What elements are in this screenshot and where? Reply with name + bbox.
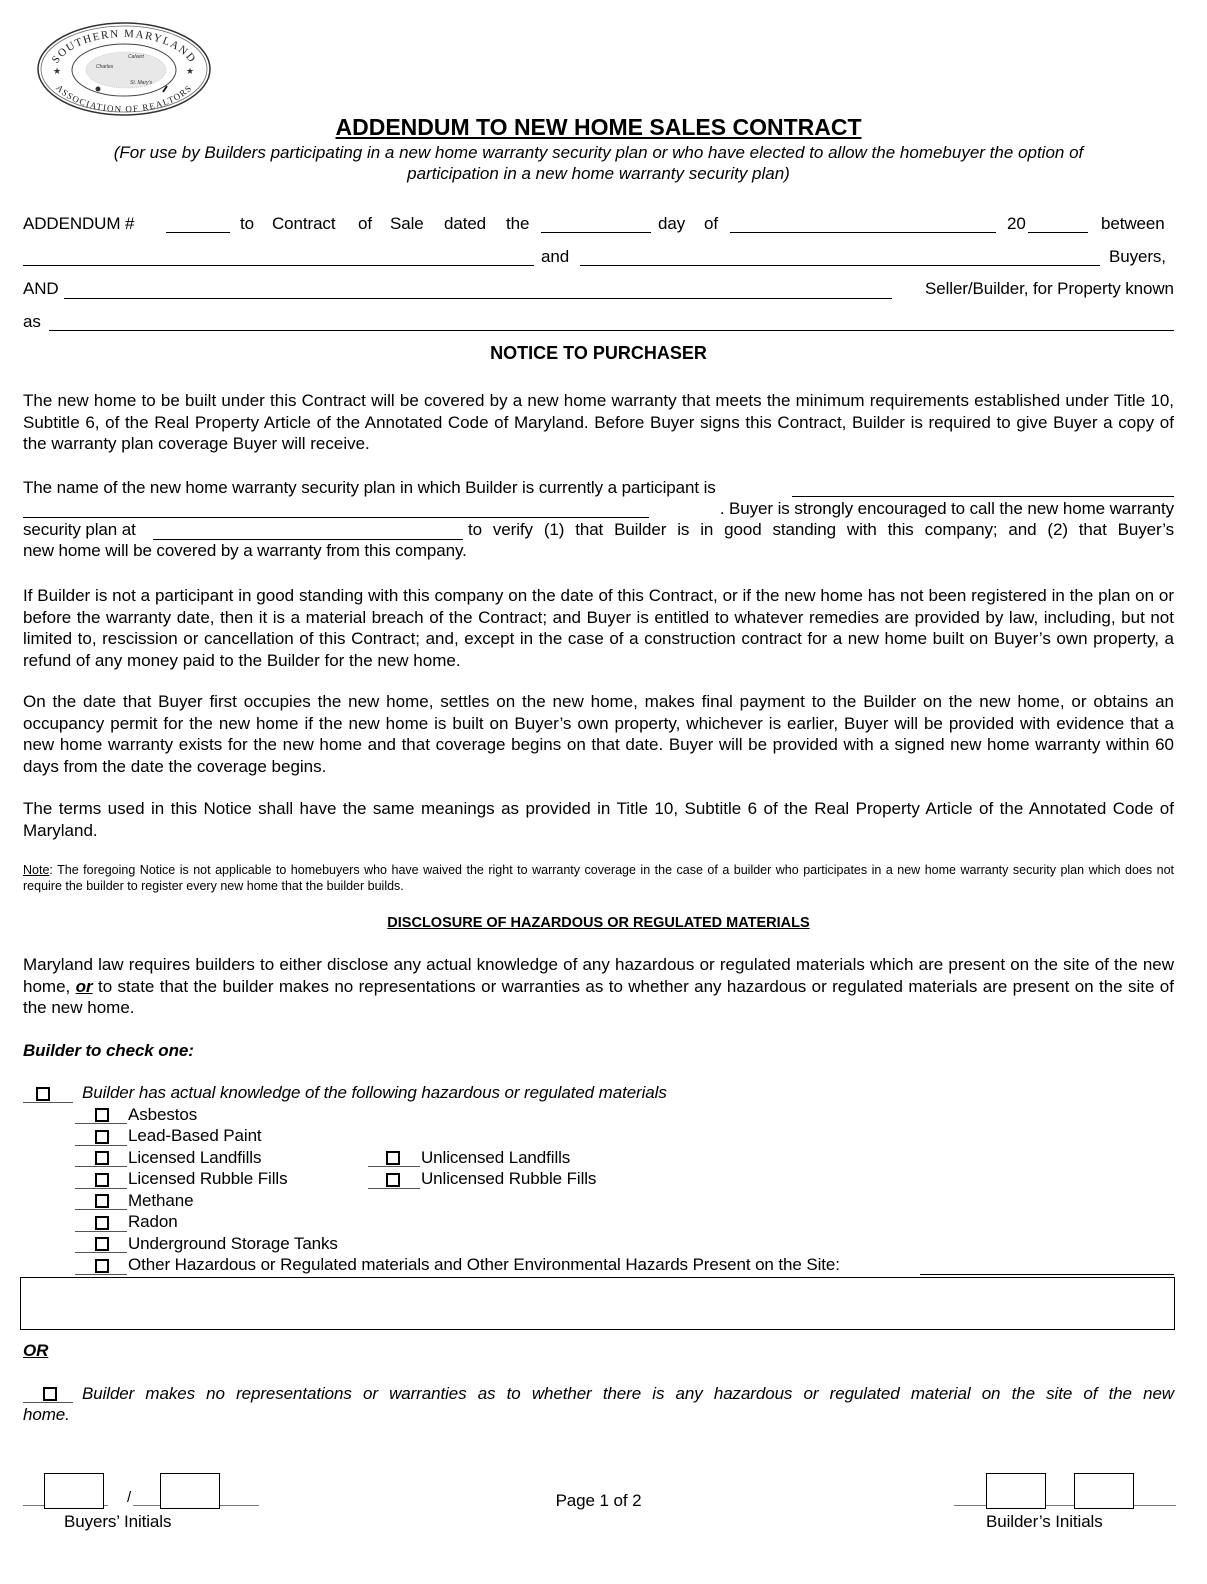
addendum-number-field[interactable]	[166, 232, 230, 233]
asbestos-checkbox[interactable]	[95, 1108, 109, 1122]
checkbox-underline	[75, 1188, 127, 1189]
property-address-field[interactable]	[49, 330, 1174, 331]
label-to: to	[240, 214, 254, 233]
option2-label-line2: home.	[23, 1405, 70, 1424]
checkbox-underline	[75, 1231, 127, 1232]
label-sale: Sale	[390, 214, 424, 233]
material-label: Licensed Landfills	[128, 1148, 262, 1167]
radon-checkbox[interactable]	[95, 1216, 109, 1230]
notice-plan-line-1: The name of the new home warranty security plan in which Builder is currently a participant is	[23, 478, 716, 497]
option2-checkbox[interactable]	[43, 1387, 57, 1401]
buyer-2-name-field[interactable]	[580, 265, 1100, 266]
checkbox-underline	[368, 1166, 420, 1167]
material-label: Asbestos	[128, 1105, 198, 1124]
material-label: Other Hazardous or Regulated materials and Other Environmental Hazards Present on the Site:	[128, 1255, 840, 1274]
contract-year-field[interactable]	[1028, 232, 1088, 233]
material-label: Underground Storage Tanks	[128, 1234, 338, 1253]
document-title: ADDENDUM TO NEW HOME SALES CONTRACT	[335, 114, 862, 140]
option1-label: Builder has actual knowledge of the following hazardous or regulated materials	[82, 1083, 667, 1102]
licensed-rubble-fills-checkbox[interactable]	[95, 1173, 109, 1187]
warranty-plan-name-field[interactable]	[792, 496, 1174, 497]
label-and: and	[541, 247, 570, 266]
seller-builder-name-field[interactable]	[64, 298, 892, 299]
checkbox-underline	[75, 1274, 127, 1275]
disclosure-or-emphasis: or	[75, 976, 93, 996]
note-text: : The foregoing Notice is not applicable to homebuyers who have waived the right to warranty coverage in the case of a builder who participates in a new home warranty security plan which does not require the builder to register every new home that the builder builds.	[23, 863, 1174, 893]
methane-checkbox[interactable]	[95, 1194, 109, 1208]
buyer-1-name-field[interactable]	[23, 265, 534, 266]
or-label: OR	[23, 1341, 49, 1360]
builder-2-initials-box[interactable]	[1074, 1473, 1134, 1509]
document-subtitle	[23, 142, 1174, 184]
svg-text:★: ★	[53, 66, 62, 76]
notice-paragraph-4: On the date that Buyer first occupies the new home, settles on the new home, makes final payment to the Builder on the new home, or obtains an occupancy permit for the new home if the new home is built on Buyer’s own property, whichever is earlier, Buyer will be provided with evidence that a new home warranty exists for the new home and that coverage begins on that date. Buyer will be provided with a signed new home warranty within 60 days from the date the coverage begins.	[23, 692, 1174, 776]
unlicensed-rubble-fills-checkbox[interactable]	[386, 1173, 400, 1187]
checkbox-underline	[75, 1166, 127, 1167]
svg-text:Charles: Charles	[96, 64, 114, 70]
builder-1-initials-box[interactable]	[986, 1473, 1046, 1509]
checkbox-underline	[75, 1145, 127, 1146]
checkbox-underline	[75, 1252, 127, 1253]
svg-text:SOUTHERN MARYLAND: SOUTHERN MARYLAND	[49, 27, 199, 66]
subtitle-line-2: participation in a new home warranty security plan)	[407, 164, 790, 183]
notice-paragraph-3: If Builder is not a participant in good standing with this company on the date of this Contract, or if the new home has not been registered in the plan on or before the warranty date, then it is a material breach of the Contract; and Buyer is entitled to whatever remedies are provided by law, including, but not limited to, rescission or cancellation of this Contract; and, except in the case of a construction contract for a new home built on Buyer’s own property, a refund of any money paid to the Builder for the new home.	[23, 586, 1174, 670]
notice-plan-line-4: new home will be covered by a warranty from this company.	[23, 541, 467, 560]
material-label: Unlicensed Landfills	[421, 1148, 571, 1167]
initials-separator: /	[127, 1489, 132, 1506]
material-label: Licensed Rubble Fills	[128, 1169, 288, 1188]
builders-initials-label: Builder’s Initials	[986, 1512, 1103, 1531]
note-label: Note	[23, 863, 50, 877]
buyers-initials-label: Buyers’ Initials	[64, 1512, 172, 1531]
addendum-number-label: ADDENDUM #	[23, 214, 135, 233]
label-day: day	[658, 214, 686, 233]
disclosure-heading: DISCLOSURE OF HAZARDOUS OR REGULATED MATERIALS	[387, 915, 810, 931]
material-label: Methane	[128, 1191, 194, 1210]
checkbox-underline	[75, 1209, 127, 1210]
builder-check-one-label: Builder to check one:	[23, 1041, 194, 1060]
label-seller-builder: Seller/Builder, for Property known	[925, 279, 1174, 298]
notice-paragraph-5: The terms used in this Notice shall have the same meanings as provided in Title 10, Subtitle 6 of the Real Property Article of the Annotated Code of Maryland.	[23, 799, 1174, 840]
material-label: Unlicensed Rubble Fills	[421, 1169, 597, 1188]
other-hazards-checkbox[interactable]	[95, 1259, 109, 1273]
other-hazards-textarea[interactable]	[20, 1277, 1175, 1330]
warranty-plan-name-field-cont[interactable]	[23, 517, 649, 518]
label-of: of	[358, 214, 372, 233]
svg-text:★: ★	[186, 66, 195, 76]
checkbox-underline	[75, 1123, 127, 1124]
disclosure-text-before: Maryland law requires builders to either disclose any actual knowledge of any hazardous or regulated materials which are present on the site of the new home,	[23, 955, 1174, 996]
label-year-prefix: 20	[1007, 214, 1026, 233]
disclosure-paragraph	[23, 954, 1174, 1019]
material-label: Radon	[128, 1212, 178, 1231]
material-label: Lead-Based Paint	[128, 1126, 262, 1145]
label-buyers: Buyers,	[1109, 247, 1166, 266]
option1-checkbox[interactable]	[36, 1087, 50, 1101]
notice-plan-line-3-suffix: to verify (1) that Builder is in good standing with this company; and (2) that Buyer’s	[468, 520, 1174, 539]
notice-plan-line-3-prefix: security plan at	[23, 520, 136, 539]
contract-day-field[interactable]	[541, 232, 651, 233]
label-contract: Contract	[272, 214, 336, 233]
buyer-2-initials-box[interactable]	[160, 1473, 220, 1509]
other-hazards-inline-field[interactable]	[920, 1274, 1174, 1275]
notice-paragraph-1: The new home to be built under this Contract will be covered by a new home warranty that meets the minimum requirements established under Title 10, Subtitle 6, of the Real Property Article of the Annotated Code of Maryland. Before Buyer signs this Contract, Builder is required to give Buyer a copy of the warranty plan coverage Buyer will receive.	[23, 391, 1174, 453]
option2-underline	[23, 1402, 73, 1403]
underground-storage-tanks-checkbox[interactable]	[95, 1237, 109, 1251]
unlicensed-landfills-checkbox[interactable]	[386, 1151, 400, 1165]
notice-heading: NOTICE TO PURCHASER	[490, 343, 707, 363]
label-the: the	[506, 214, 530, 233]
notice-plan-line-2: . Buyer is strongly encouraged to call the new home warranty	[719, 499, 1174, 518]
checkbox-underline	[368, 1188, 420, 1189]
label-as: as	[23, 312, 41, 331]
label-of-2: of	[704, 214, 718, 233]
page-number: Page 1 of 2	[555, 1491, 642, 1510]
svg-text:ASSOCIATION OF REALTORS: ASSOCIATION OF REALTORS	[54, 82, 194, 115]
disclosure-text-after: to state that the builder makes no representations or warranties as to whether any hazardous or regulated materials are present on the site of the new home.	[23, 976, 1174, 1017]
association-logo	[34, 20, 214, 118]
option2-label-line1: Builder makes no representations or warranties as to whether there is any hazardous or regulated material on the site of the new	[82, 1384, 1174, 1403]
label-between: between	[1101, 214, 1165, 233]
svg-text:St. Mary's: St. Mary's	[130, 80, 153, 86]
buyer-1-initials-box[interactable]	[44, 1473, 104, 1509]
licensed-landfills-checkbox[interactable]	[95, 1151, 109, 1165]
subtitle-line-1: (For use by Builders participating in a new home warranty security plan or who have elected to allow the homebuyer the option of	[113, 143, 1084, 162]
logo-seal-icon	[34, 20, 214, 118]
option1-underline	[23, 1102, 73, 1103]
lead-based-paint-checkbox[interactable]	[95, 1130, 109, 1144]
contract-month-field[interactable]	[730, 232, 996, 233]
svg-text:Calvert: Calvert	[128, 54, 144, 60]
notice-note	[23, 862, 1174, 894]
label-and-seller: AND	[23, 279, 59, 298]
label-dated: dated	[444, 214, 487, 233]
